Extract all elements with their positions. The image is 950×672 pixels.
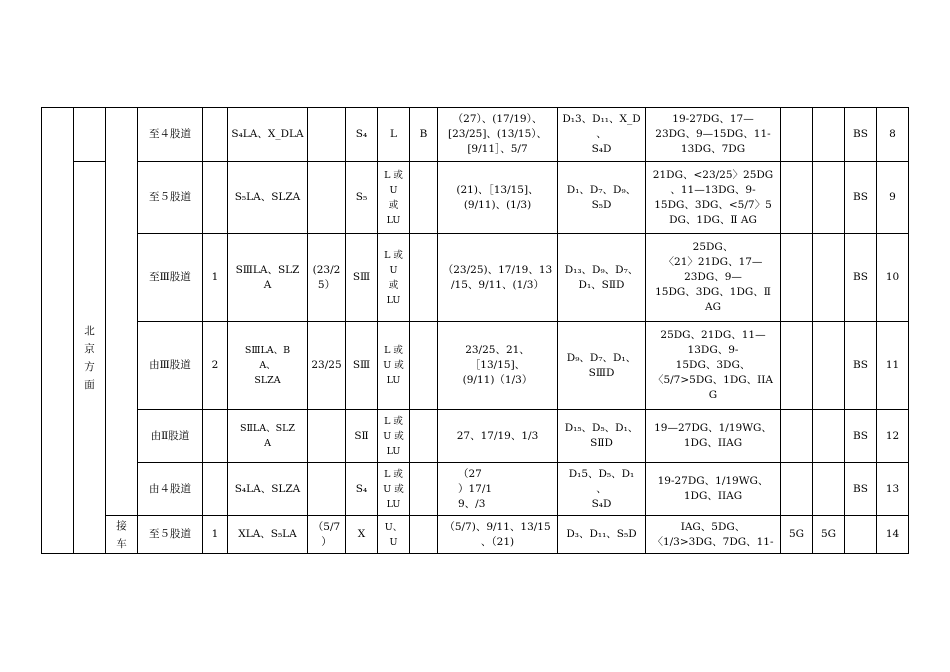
signal-name-cell: SⅢ: [346, 234, 378, 322]
signal-name-cell: S₄: [346, 463, 378, 516]
enemy-signal-cell: D₁₅、D₅、D₁、 SⅡD: [558, 410, 646, 463]
number-cell: 1: [203, 516, 228, 554]
cell: [410, 234, 438, 322]
route-cell: 由４股道: [138, 463, 203, 516]
track-sections-cell: 19-27DG、1/19WG、 1DG、IIAG: [646, 463, 781, 516]
signal-cell: SⅡLA、SLZ A: [228, 410, 308, 463]
table-row: [42, 108, 909, 162]
signal-name-cell: S₄: [346, 108, 378, 162]
sections-cell: （23/25)、17/19、13 /15、9/11、(1/3）: [438, 234, 558, 322]
enemy-signal-cell: D₁3、D₁₁、X_D 、 S₄D: [558, 108, 646, 162]
signal-cell: S₄LA、X_DLA: [228, 108, 308, 162]
track-sections-cell: IAG、5DG、 〈1/3>3DG、7DG、11-: [646, 516, 781, 554]
table-row: [42, 162, 909, 234]
enemy-signal-cell: D₁、D₇、D₉、 S₅D: [558, 162, 646, 234]
cell: [781, 322, 813, 410]
lamp-cell: L 或 U 或 LU: [378, 322, 410, 410]
signal-cell: XLA、S₅LA: [228, 516, 308, 554]
cell: [308, 463, 346, 516]
lamp-cell: L 或 U 或 LU: [378, 234, 410, 322]
cell: BS: [845, 108, 877, 162]
cell: BS: [845, 234, 877, 322]
route-cell: 由Ⅱ股道: [138, 410, 203, 463]
enemy-signal-cell: D₃、D₁₁、S₅D: [558, 516, 646, 554]
cell: [813, 162, 845, 234]
cell: BS: [845, 463, 877, 516]
table-row: [42, 463, 909, 516]
lamp-cell: U、 U: [378, 516, 410, 554]
track-sections-cell: 25DG、 〈21〉21DG、17— 23DG、9— 15DG、3DG、1DG、Ⅱ AG: [646, 234, 781, 322]
route-cell: 由Ⅲ股道: [138, 322, 203, 410]
cell: 5G: [781, 516, 813, 554]
cell: [813, 108, 845, 162]
cell: [410, 322, 438, 410]
track-sections-cell: 21DG、<23/25〉25DG 、11—13DG、9- 15DG、3DG、<5/7〉5 DG、1DG、Ⅱ AG: [646, 162, 781, 234]
route-cell: 至Ⅲ股道: [138, 234, 203, 322]
route-cell: 至５股道: [138, 162, 203, 234]
enemy-signal-cell: D₁5、D₅、D₁ 、 S₄D: [558, 463, 646, 516]
cell: [410, 463, 438, 516]
row-index-cell: 8: [877, 108, 909, 162]
number-cell: [203, 162, 228, 234]
group-label-cell: 北 京 方 面: [74, 162, 106, 554]
lamp-cell: L 或 U 或 LU: [378, 463, 410, 516]
route-cell: 至４股道: [138, 108, 203, 162]
accept-label-cell: 接 车: [106, 516, 138, 554]
cell: [781, 463, 813, 516]
row-index-cell: 13: [877, 463, 909, 516]
track-sections-cell: 19-27DG、17— 23DG、9—15DG、11- 13DG、7DG: [646, 108, 781, 162]
enemy-signal-cell: D₁₃、D₉、D₇、 D₁、SⅡD: [558, 234, 646, 322]
row-index-cell: 12: [877, 410, 909, 463]
lamp-cell: L 或 U 或 LU: [378, 162, 410, 234]
lamp-cell: L: [378, 108, 410, 162]
enemy-signal-cell: D₉、D₇、D₁、 SⅢD: [558, 322, 646, 410]
table-row: [42, 410, 909, 463]
cell: B: [410, 108, 438, 162]
sections-cell: 23/25、21、 ［13/15]、 (9/11)（1/3）: [438, 322, 558, 410]
cell: [410, 162, 438, 234]
blank-cell: [106, 108, 138, 516]
table-row: [42, 322, 909, 410]
signal-name-cell: S₅: [346, 162, 378, 234]
sections-cell: (21)、［13/15]、 (9/11)、(1/3): [438, 162, 558, 234]
cell: (23/2 5）: [308, 234, 346, 322]
sections-cell: （27 ）17/1 9、/3: [438, 463, 558, 516]
signal-cell: S₄LA、SLZA: [228, 463, 308, 516]
cell: [410, 516, 438, 554]
number-cell: 1: [203, 234, 228, 322]
number-cell: [203, 410, 228, 463]
cell: BS: [845, 162, 877, 234]
signal-name-cell: SⅢ: [346, 322, 378, 410]
table-row: [42, 516, 909, 554]
track-sections-cell: 25DG、21DG、11— 13DG、9- 15DG、3DG、 〈5/7>5DG、1DG、IIA G: [646, 322, 781, 410]
cell: [781, 162, 813, 234]
cell: [308, 410, 346, 463]
route-table: [41, 107, 909, 554]
sections-cell: （27）、(17/19）、 [23/25]、(13/15）、 [9/11］、5/7: [438, 108, 558, 162]
cell: [410, 410, 438, 463]
outer-blank-cell: [42, 108, 74, 554]
signal-cell: SⅢLA、SLZ A: [228, 234, 308, 322]
cell: [781, 410, 813, 463]
cell: [781, 234, 813, 322]
sections-cell: 27、17/19、1/3: [438, 410, 558, 463]
route-cell: 至５股道: [138, 516, 203, 554]
track-sections-cell: 19—27DG、1/19WG、 1DG、IIAG: [646, 410, 781, 463]
blank-cell: [74, 108, 106, 162]
number-cell: [203, 463, 228, 516]
lamp-cell: L 或 U 或 LU: [378, 410, 410, 463]
signal-cell: SⅢLA、B A、 SLZA: [228, 322, 308, 410]
cell: [813, 322, 845, 410]
row-index-cell: 10: [877, 234, 909, 322]
cell: BS: [845, 322, 877, 410]
number-cell: [203, 108, 228, 162]
number-cell: 2: [203, 322, 228, 410]
cell: 5G: [813, 516, 845, 554]
cell: BS: [845, 410, 877, 463]
cell: [813, 234, 845, 322]
signal-name-cell: X: [346, 516, 378, 554]
cell: [308, 108, 346, 162]
signal-cell: S₅LA、SLZA: [228, 162, 308, 234]
row-index-cell: 11: [877, 322, 909, 410]
cell: [813, 463, 845, 516]
cell: [781, 108, 813, 162]
cell: （5/7 ）: [308, 516, 346, 554]
cell: [813, 410, 845, 463]
cell: 23/25: [308, 322, 346, 410]
cell: [845, 516, 877, 554]
table-row: [42, 234, 909, 322]
row-index-cell: 14: [877, 516, 909, 554]
signal-name-cell: SⅡ: [346, 410, 378, 463]
cell: [308, 162, 346, 234]
row-index-cell: 9: [877, 162, 909, 234]
sections-cell: （5/7)、9/11、13/15 、（21): [438, 516, 558, 554]
